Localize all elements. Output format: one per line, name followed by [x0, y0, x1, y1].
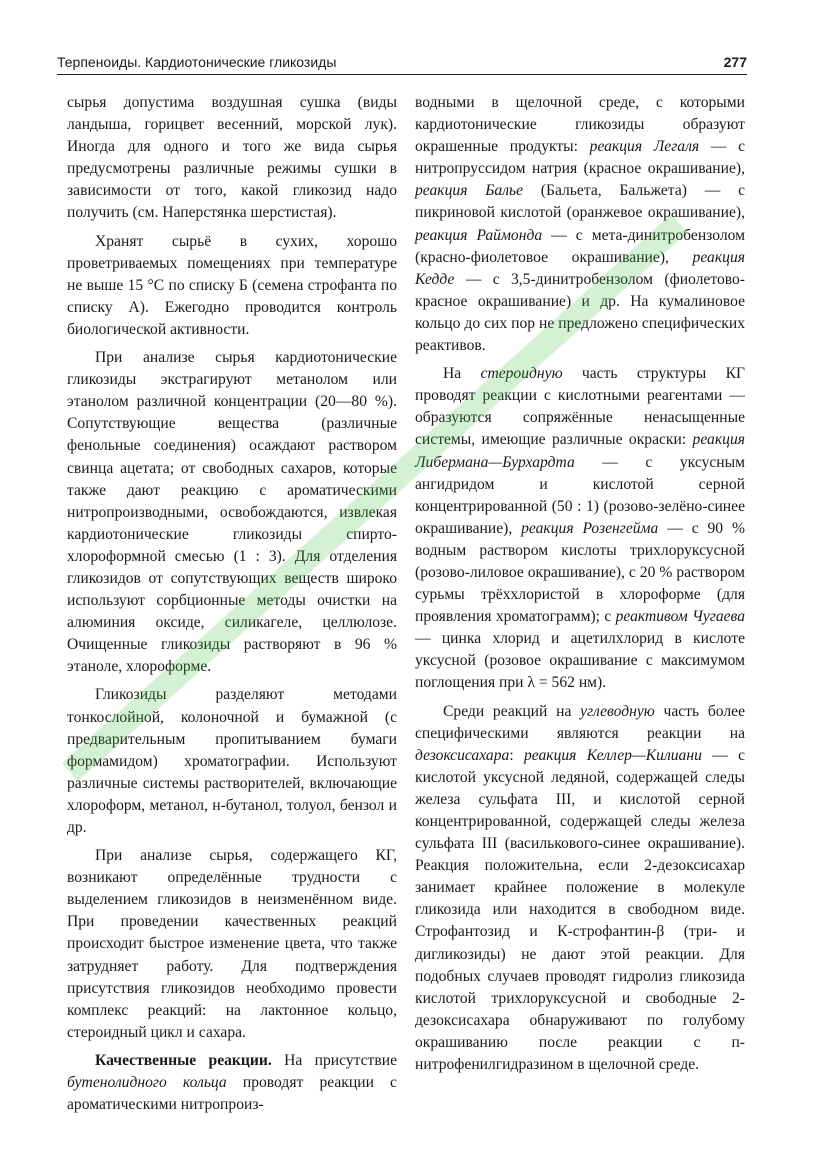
text-run: — цинка хлорид и ацетилхлорид в кислоте уксусной (розовое окрашивание с максимумом поглощения при λ = 562 нм). — [415, 630, 745, 692]
term-carbohydrate: углеводную — [580, 702, 655, 720]
term-legal-reaction: реакция Легаля — [589, 138, 700, 156]
paragraph-chromatography: Гликозиды разделяют методами тонкослойной, колоночной и бумажной (с предварительным пропитыванием бумаги формамидом) хроматографии. Используют различные системы растворителей, включающие хлороформ, метанол, н-бутанол, толуол, бензол и др. — [67, 686, 397, 836]
term-rosenheim-reaction: реакция Розенгейма — [521, 519, 659, 537]
paragraph-extraction: При анализе сырья кардиотонические гликозиды экстрагируют метанолом или этанолом различной концентрации (20—80 %). Сопутствующие вещества (различные фенольные соединения) осаждают раствором свинца ацетата; от свободных сахаров, которые также дают реакцию с ароматическими нитропроизводными, освобождаются, извлекая кардиотонические гликозиды спирто-хлороформной смесью (1 : 3). Для отделения гликозидов от сопутствующих веществ широко используют сорбционные методы очистки на алюминия оксиде, силикагеле, целлюлозе. Очищенные гликозиды растворяют в 96 % этаноле, хлороформе. — [67, 349, 397, 676]
text-run: На присутствие — [271, 1051, 397, 1069]
paragraph-qualitative-reactions — [67, 1050, 397, 1116]
page-number: 277 — [723, 54, 747, 70]
text-run: На — [443, 365, 481, 383]
text-run: часть структуры КГ проводят реакции с кислотными реагентами — образуются сопряжённые ненасыщенные системы, имеющие различные окраски: — [415, 365, 745, 449]
right-column — [415, 92, 745, 1076]
paragraph-carbohydrate-reactions — [415, 701, 745, 1077]
text-run: — с мета-динитробензолом (красно-фиолетовое окрашивание), — [415, 226, 745, 266]
left-column — [67, 92, 397, 1116]
running-title: Терпеноиды. Кардиотонические гликозиды — [57, 54, 337, 70]
paragraph-steroid-reactions — [415, 363, 745, 694]
page-header — [57, 50, 747, 75]
paragraph-storage: Хранят сырьё в сухих, хорошо проветриваемых помещениях при температуре не выше 15 °С по списку Б (семена строфанта по списку А). Ежегодно проводится контроль биологической активности. — [67, 232, 397, 338]
text-run: Среди реакций на — [443, 702, 581, 720]
text-run: проводят реакции с ароматическими нитропроиз- — [67, 1074, 397, 1114]
term-baljet-reaction: реакция Балье — [415, 182, 524, 200]
paragraph-nitro-reactions — [415, 92, 745, 357]
paragraph-drying: сырья допустима воздушная сушка (виды ландыша, горицвет весенний, морской лук). Иногда для одного и того же вида сырья предусмотрены различные режимы сушки в зависимости от того, какой гликозид надо получить (см. Наперстянка шерстистая). — [67, 94, 397, 222]
term-kedde-reaction: реакция Кедде — [415, 248, 745, 288]
term-deoxysugars: дезоксисахара — [415, 746, 510, 764]
term-liebermann-burchard: реакция Либермана—Бурхардта — [415, 431, 745, 471]
text-run: часть более специфическими являются реакции на — [415, 702, 745, 742]
text-run: : — [509, 746, 524, 764]
term-keller-kiliani: реакция Келлер—Килиани — [523, 746, 702, 764]
text-run: — с кислотой уксусной ледяной, содержащей следы железа сульфата III, и кислотой серной концентрированной, содержащей следы железа сульфата III (василькового-синее окрашивание). Реакция положительна, если 2-дезоксисахар занимает крайнее положение в молекуле гликозида или находится в свободном виде. Строфантозид и К-строфантин-β (три- и дигликозиды) не дают этой реакции. Для подобных случаев проводят гидролиз гликозида кислотой трихлоруксусной и свободные 2-дезоксисахара обнаруживают по голубому окрашиванию после реакции с п-нитрофенилгидразином в щелочной среде. — [415, 746, 746, 1074]
text-run: — с 90 % водным раствором кислоты трихлоруксусной (розово-лиловое окрашивание), с 20 % раствором сурьмы трёххлористой в хлороформе (для проявления хроматограмм); с — [415, 519, 745, 626]
paragraph-difficulties: При анализе сырья, содержащего КГ, возникают определённые трудности с выделением гликозидов в неизменённом виде. При проведении качественных реакций происходит быстрое изменение цвета, что также затрудняет работу. Для подтверждения присутствия гликозидов необходимо провести комплекс реакций: на лактонное кольцо, стероидный цикл и сахара. — [67, 847, 397, 1041]
text-run: водными в щелочной среде, с которыми кардиотонические гликозиды образуют окрашенные продукты: — [415, 94, 745, 156]
text-run: — с нитропруссидом натрия (красное окрашивание), — [415, 138, 745, 178]
term-chugaev-reagent: реактивом Чугаева — [615, 608, 745, 626]
section-heading-qualitative: Качественные реакции. — [95, 1051, 272, 1069]
text-run: (Бальета, Бальжета) — с пикриновой кислотой (оранжевое окрашивание), — [415, 182, 745, 222]
term-steroid: стероидную — [480, 365, 563, 383]
text-run: — с 3,5-динитробензолом (фиолетово-красное окрашивание) и др. На кумалиновое кольцо до сих пор не предложено специфических реактивов. — [415, 270, 745, 355]
text-run: — с уксусным ангидридом и кислотой серной концентрированной (50 : 1) (розово-зелёно-синее окрашивание), — [415, 453, 745, 537]
term-butenolide-ring: бутенолидного кольца — [67, 1074, 227, 1092]
term-raymond-reaction: реакция Раймонда — [415, 226, 543, 244]
